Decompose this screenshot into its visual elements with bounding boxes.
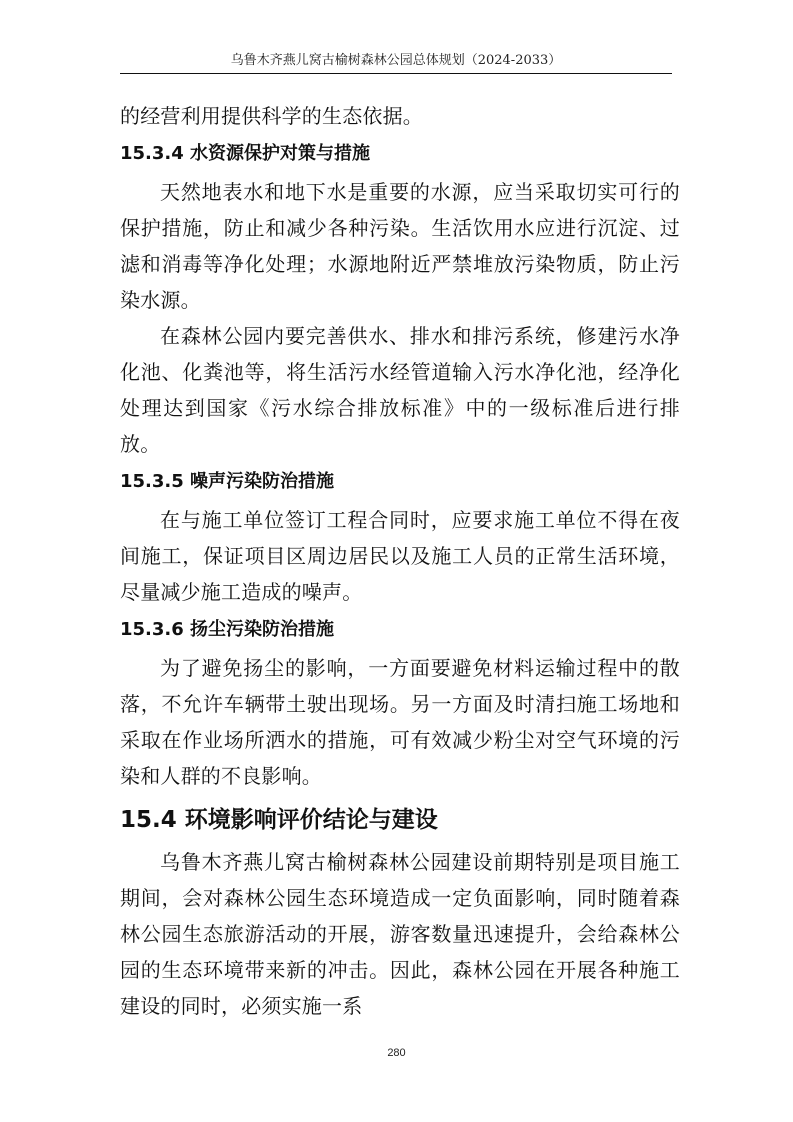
section-heading-15-4: 15.4 环境影响评价结论与建设 <box>120 807 438 833</box>
page-header: 乌鲁木齐燕儿窝古榆树森林公园总体规划（2024-2033） <box>230 53 562 68</box>
paragraph-15-3-4-2: 在森林公园内要完善供水、排水和排污系统，修建污水净化池、化粪池等，将生活污水经管道输入污水净化池，经净化处理达到国家《污水综合排放标准》中的一级标准后进行排放。 <box>120 324 680 456</box>
header-rule <box>120 73 672 74</box>
paragraph-15-3-5-1: 在与施工单位签订工程合同时，应要求施工单位不得在夜间施工，保证项目区周边居民以及施工人员的正常生活环境，尽量减少施工造成的噪声。 <box>120 508 680 604</box>
paragraph-15-3-6-1: 为了避免扬尘的影响，一方面要避免材料运输过程中的散落，不允许车辆带土驶出现场。另一方面及时清扫施工场地和采取在作业场所洒水的措施，可有效减少粉尘对空气环境的污染和人群的不良影响。 <box>120 656 680 788</box>
lead-paragraph: 的经营利用提供科学的生态依据。 <box>120 104 423 128</box>
section-heading-15-3-5: 15.3.5 噪声污染防治措施 <box>120 471 335 492</box>
document-body <box>120 98 680 1024</box>
paragraph-15-3-4-1: 天然地表水和地下水是重要的水源，应当采取切实可行的保护措施，防止和减少各种污染。生活饮用水应进行沉淀、过滤和消毒等净化处理；水源地附近严禁堆放污染物质，防止污染水源。 <box>120 180 680 312</box>
section-heading-15-3-4: 15.3.4 水资源保护对策与措施 <box>120 143 371 164</box>
page-number: 280 <box>387 1047 406 1059</box>
section-heading-15-3-6: 15.3.6 扬尘污染防治措施 <box>120 619 335 640</box>
paragraph-15-4-1: 乌鲁木齐燕儿窝古榆树森林公园建设前期特别是项目施工期间，会对森林公园生态环境造成一定负面影响，同时随着森林公园生态旅游活动的开展，游客数量迅速提升，会给森林公园的生态环境带来新的冲击。因此，森林公园在开展各种施工建设的同时，必须实施一系 <box>120 850 680 1018</box>
